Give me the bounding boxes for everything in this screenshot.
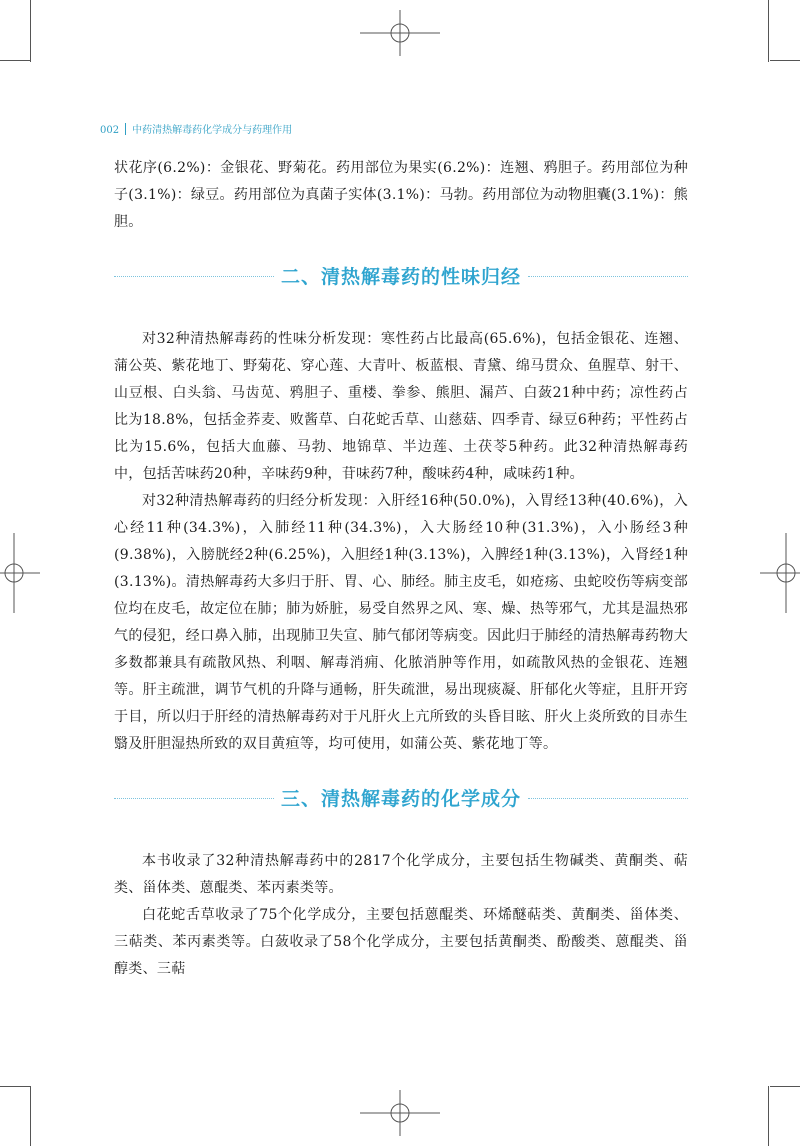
page-number: 002	[100, 125, 120, 136]
section-title-3: 三、清热解毒药的化学成分	[280, 788, 521, 810]
paragraph: 对32种清热解毒药的性味分析发现：寒性药占比最高(65.6%)，包括金银花、连翘、蒲公英、紫花地丁、野菊花、穿心莲、大青叶、板蓝根、青黛、绵马贯众、鱼腥草、射干、山豆根、白头翁、马齿苋、鸦胆子、重楼、拳参、熊胆、漏芦、白蔹21种中药；凉性药占比为18.8%，包括金荞麦、败酱草、白花蛇舌草、山慈菇、四季青、绿豆6种药；平性药占比为15.6%，包括大血藤、马勃、地锦草、半边莲、土茯苓5种药。此32种清热解毒药中，包括苦味药20种，辛味药9种，苷味药7种，酸味药4种，咸味药1种。	[114, 331, 688, 482]
crop-mark	[768, 0, 769, 62]
crop-mark	[770, 60, 800, 61]
heading-dotted-line-right	[528, 276, 688, 277]
running-header	[100, 121, 292, 136]
crop-mark	[30, 1086, 31, 1146]
registration-mark-left	[0, 533, 40, 613]
crop-mark	[0, 1086, 30, 1087]
registration-mark-top	[360, 10, 440, 56]
paragraph: 白花蛇舌草收录了75个化学成分，主要包括蒽醌类、环烯醚萜类、黄酮类、甾体类、三萜类、苯丙素类等。白蔹收录了58个化学成分，主要包括黄酮类、酚酸类、蒽醌类、甾醇类、三萜	[114, 907, 688, 977]
heading-dotted-line-right	[528, 798, 688, 799]
section-heading-2	[114, 256, 688, 296]
crop-mark	[768, 1086, 769, 1146]
registration-mark-right	[760, 533, 800, 613]
section-heading-3	[114, 778, 688, 818]
crop-mark	[0, 60, 30, 61]
paragraph: 对32种清热解毒药的归经分析发现：入肝经16种(50.0%)，入胃经13种(40.6%)，入心经11种(34.3%)，入肺经11种(34.3%)，入大肠经10种(31.3%)，入小肠经3种(9.38%)，入膀胱经2种(6.25%)，入胆经1种(3.13%)，入脾经1种(3.13%)，入肾经1种(3.13%)。清热解毒药大多归于肝、胃、心、肺经。肺主皮毛，如疮疡、虫蛇咬伤等病变部位均在皮毛，故定位在肺；肺为娇脏，易受自然界之风、寒、燥、热等邪气，尤其是温热邪气的侵犯，经口鼻入肺，出现肺卫失宣、肺气郁闭等病变。因此归于肺经的清热解毒药物大多数都兼具有疏散风热、利咽、解毒消痈、化脓消肿等作用，如疏散风热的金银花、连翘等。肝主疏泄，调节气机的升降与通畅，肝失疏泄，易出现痰凝、肝郁化火等症，且肝开窍于目，所以归于肝经的清热解毒药对于凡肝火上亢所致的头昏目眩、肝火上炎所致的目赤生翳及肝胆湿热所致的双目黄疸等，均可使用，如蒲公英、紫花地丁等。	[114, 493, 688, 752]
header-separator	[125, 123, 126, 135]
book-title: 中药清热解毒药化学成分与药理作用	[132, 125, 293, 136]
registration-mark-bottom	[360, 1090, 440, 1136]
section-title-2: 二、清热解毒药的性味归经	[280, 266, 521, 288]
page-content	[114, 155, 688, 983]
intro-paragraph: 状花序(6.2%)：金银花、野菊花。药用部位为果实(6.2%)：连翘、鸦胆子。药用部位为种子(3.1%)：绿豆。药用部位为真菌子实体(3.1%)：马勃。药用部位为动物胆囊(3.1%)：熊胆。	[114, 160, 688, 230]
paragraph: 本书收录了32种清热解毒药中的2817个化学成分，主要包括生物碱类、黄酮类、萜类、甾体类、蒽醌类、苯丙素类等。	[114, 853, 688, 896]
crop-mark	[770, 1086, 800, 1087]
crop-mark	[30, 0, 31, 62]
